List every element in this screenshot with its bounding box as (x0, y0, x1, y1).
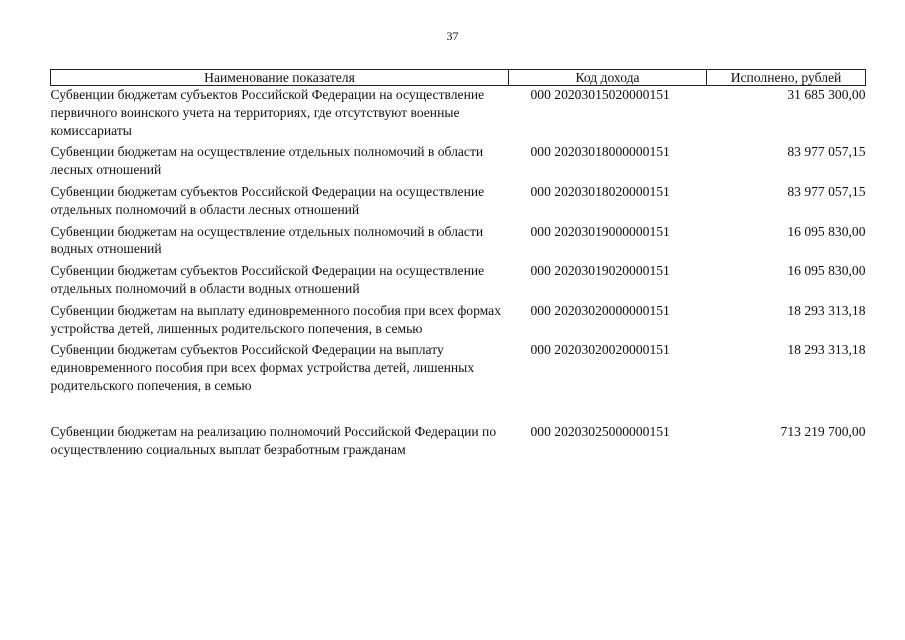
table-row (51, 262, 866, 302)
table-row (51, 341, 866, 398)
income-code: 000 20203019020000151 (530, 263, 670, 279)
executed-amount: 18 293 313,18 (787, 302, 866, 318)
indicator-name: Субвенции бюджетам на реализацию полномочий Российской Федерации по осуществлению социальных выплат безработным гражданам (50, 423, 497, 457)
indicator-name: Субвенции бюджетам субъектов Российской Федерации на выплату единовременного пособия при всех формах устройства детей, лишенных родительского попечения, в семью (50, 342, 475, 393)
table-row (51, 183, 866, 223)
indicator-name: Субвенции бюджетам на выплату единовременного пособия при всех формах устройства детей, лишенных родительского попечения, в семью (50, 302, 502, 336)
table-row (51, 302, 866, 342)
income-code: 000 20203020020000151 (530, 342, 670, 358)
executed-amount: 83 977 057,15 (787, 144, 866, 160)
executed-amount: 31 685 300,00 (787, 87, 866, 102)
income-code: 000 20203019000000151 (530, 223, 670, 239)
header-indicator-name: Наименование показателя (51, 70, 509, 86)
table-header-row (51, 70, 866, 86)
income-code: 000 20203018000000151 (530, 144, 670, 160)
page-number: 37 (446, 29, 459, 43)
indicator-name: Субвенции бюджетам субъектов Российской Федерации на осуществление отдельных полномочий в области водных отношений (50, 263, 485, 296)
table-row (51, 223, 866, 263)
table-row (51, 143, 866, 183)
income-code: 000 20203018020000151 (530, 183, 670, 199)
income-code: 000 20203015020000151 (530, 87, 670, 102)
executed-amount: 16 095 830,00 (787, 223, 866, 239)
table-row (51, 86, 866, 144)
header-executed-amount: Исполнено, рублей (707, 70, 866, 86)
indicator-name: Субвенции бюджетам на осуществление отдельных полномочий в области водных отношений (50, 223, 484, 257)
executed-amount: 713 219 700,00 (780, 423, 866, 439)
executed-amount: 16 095 830,00 (787, 263, 866, 279)
income-table (50, 69, 866, 462)
indicator-name: Субвенции бюджетам на осуществление отдельных полномочий в области лесных отношений (50, 144, 484, 178)
executed-amount: 83 977 057,15 (787, 183, 866, 199)
indicator-name: Субвенции бюджетам субъектов Российской Федерации на осуществление отдельных полномочий в области лесных отношений (50, 183, 485, 217)
income-code: 000 20203025000000151 (530, 423, 670, 439)
table-row (51, 399, 866, 463)
income-code: 000 20203020000000151 (530, 302, 670, 318)
executed-amount: 18 293 313,18 (787, 342, 866, 358)
indicator-name: Субвенции бюджетам субъектов Российской Федерации на осуществление первичного воинского учета на территориях, где отсутствуют военные комиссариаты (50, 87, 485, 138)
header-income-code: Код дохода (509, 70, 707, 86)
